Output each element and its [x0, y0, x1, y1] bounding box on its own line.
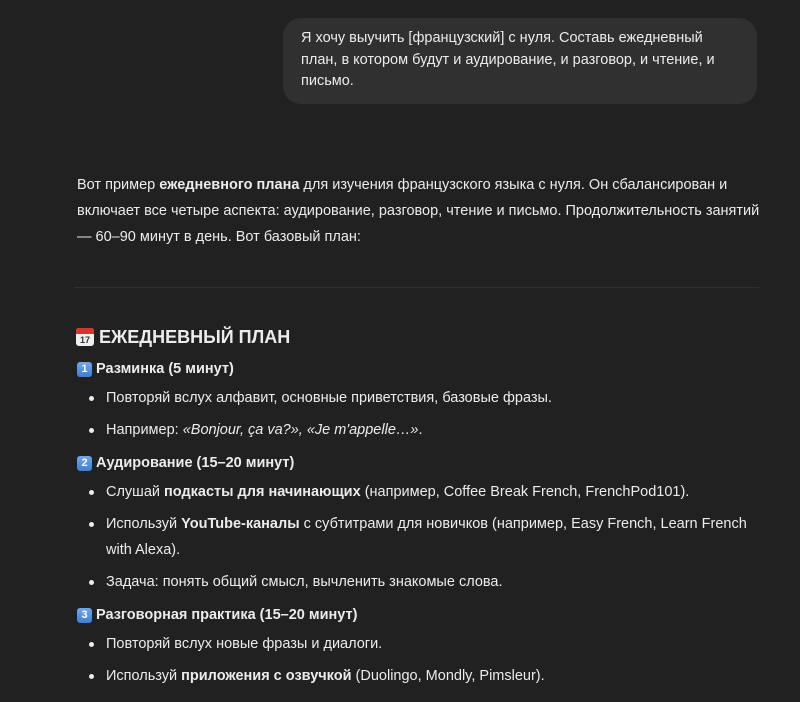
list-item: Например: «Bonjour, ça va?», «Je m'appelle…».: [77, 417, 767, 443]
calendar-icon: [76, 328, 94, 346]
divider: [74, 287, 759, 288]
section-title: [77, 359, 767, 379]
list-item: Используй приложения с озвучкой (Duolingo, Mondly, Pimsleur).: [77, 663, 767, 689]
keycap-one-icon: 1: [77, 362, 92, 377]
list-item: Используй YouTube-каналы с субтитрами для новичков (например, Easy French, Learn French with Alexa).: [77, 511, 767, 563]
plan-heading: [76, 325, 767, 349]
section-list: [77, 385, 767, 443]
keycap-two-icon: 2: [77, 456, 92, 471]
user-message-bubble: Я хочу выучить [французский] с нуля. Составь ежедневный план, в котором будут и аудирование, и разговор, и чтение, и письмо.: [283, 18, 757, 104]
intro-bold-text: ежедневного плана: [159, 177, 300, 193]
plan-heading-text: ЕЖЕДНЕВНЫЙ ПЛАН: [99, 327, 291, 347]
intro-text-start: Вот пример: [77, 177, 160, 193]
section-list: [77, 631, 767, 689]
list-item: Повторяй вслух алфавит, основные приветствия, базовые фразы.: [77, 385, 767, 411]
section-list: [77, 479, 767, 595]
list-item: Слушай подкасты для начинающих (например, Coffee Break French, FrenchPod101).: [77, 479, 767, 505]
section-title-text: Разговорная практика (15–20 минут): [96, 607, 358, 623]
list-item: Задача: понять общий смысл, вычленить знакомые слова.: [77, 569, 767, 595]
calendar-icon-day: 17: [79, 335, 90, 345]
keycap-three-icon: 3: [77, 608, 92, 623]
section-title-text: Аудирование (15–20 минут): [96, 455, 295, 471]
section-title: [77, 605, 767, 625]
list-item: Повторяй вслух новые фразы и диалоги.: [77, 631, 767, 657]
section-warmup: [77, 359, 767, 443]
user-message-row: [283, 18, 757, 104]
assistant-message: [77, 172, 767, 689]
section-title-text: Разминка (5 минут): [96, 361, 234, 377]
intro-text-end: для изучения французского языка с нуля. Он сбалансирован и включает все четыре аспекта: аудирование, разговор, чтение и письмо. Продолжительность занятий — 60–90 минут в день. Вот базовый план:: [77, 177, 760, 245]
section-listening: [77, 453, 767, 595]
section-title: [77, 453, 767, 473]
intro-paragraph: [77, 172, 767, 250]
section-speaking: [77, 605, 767, 689]
